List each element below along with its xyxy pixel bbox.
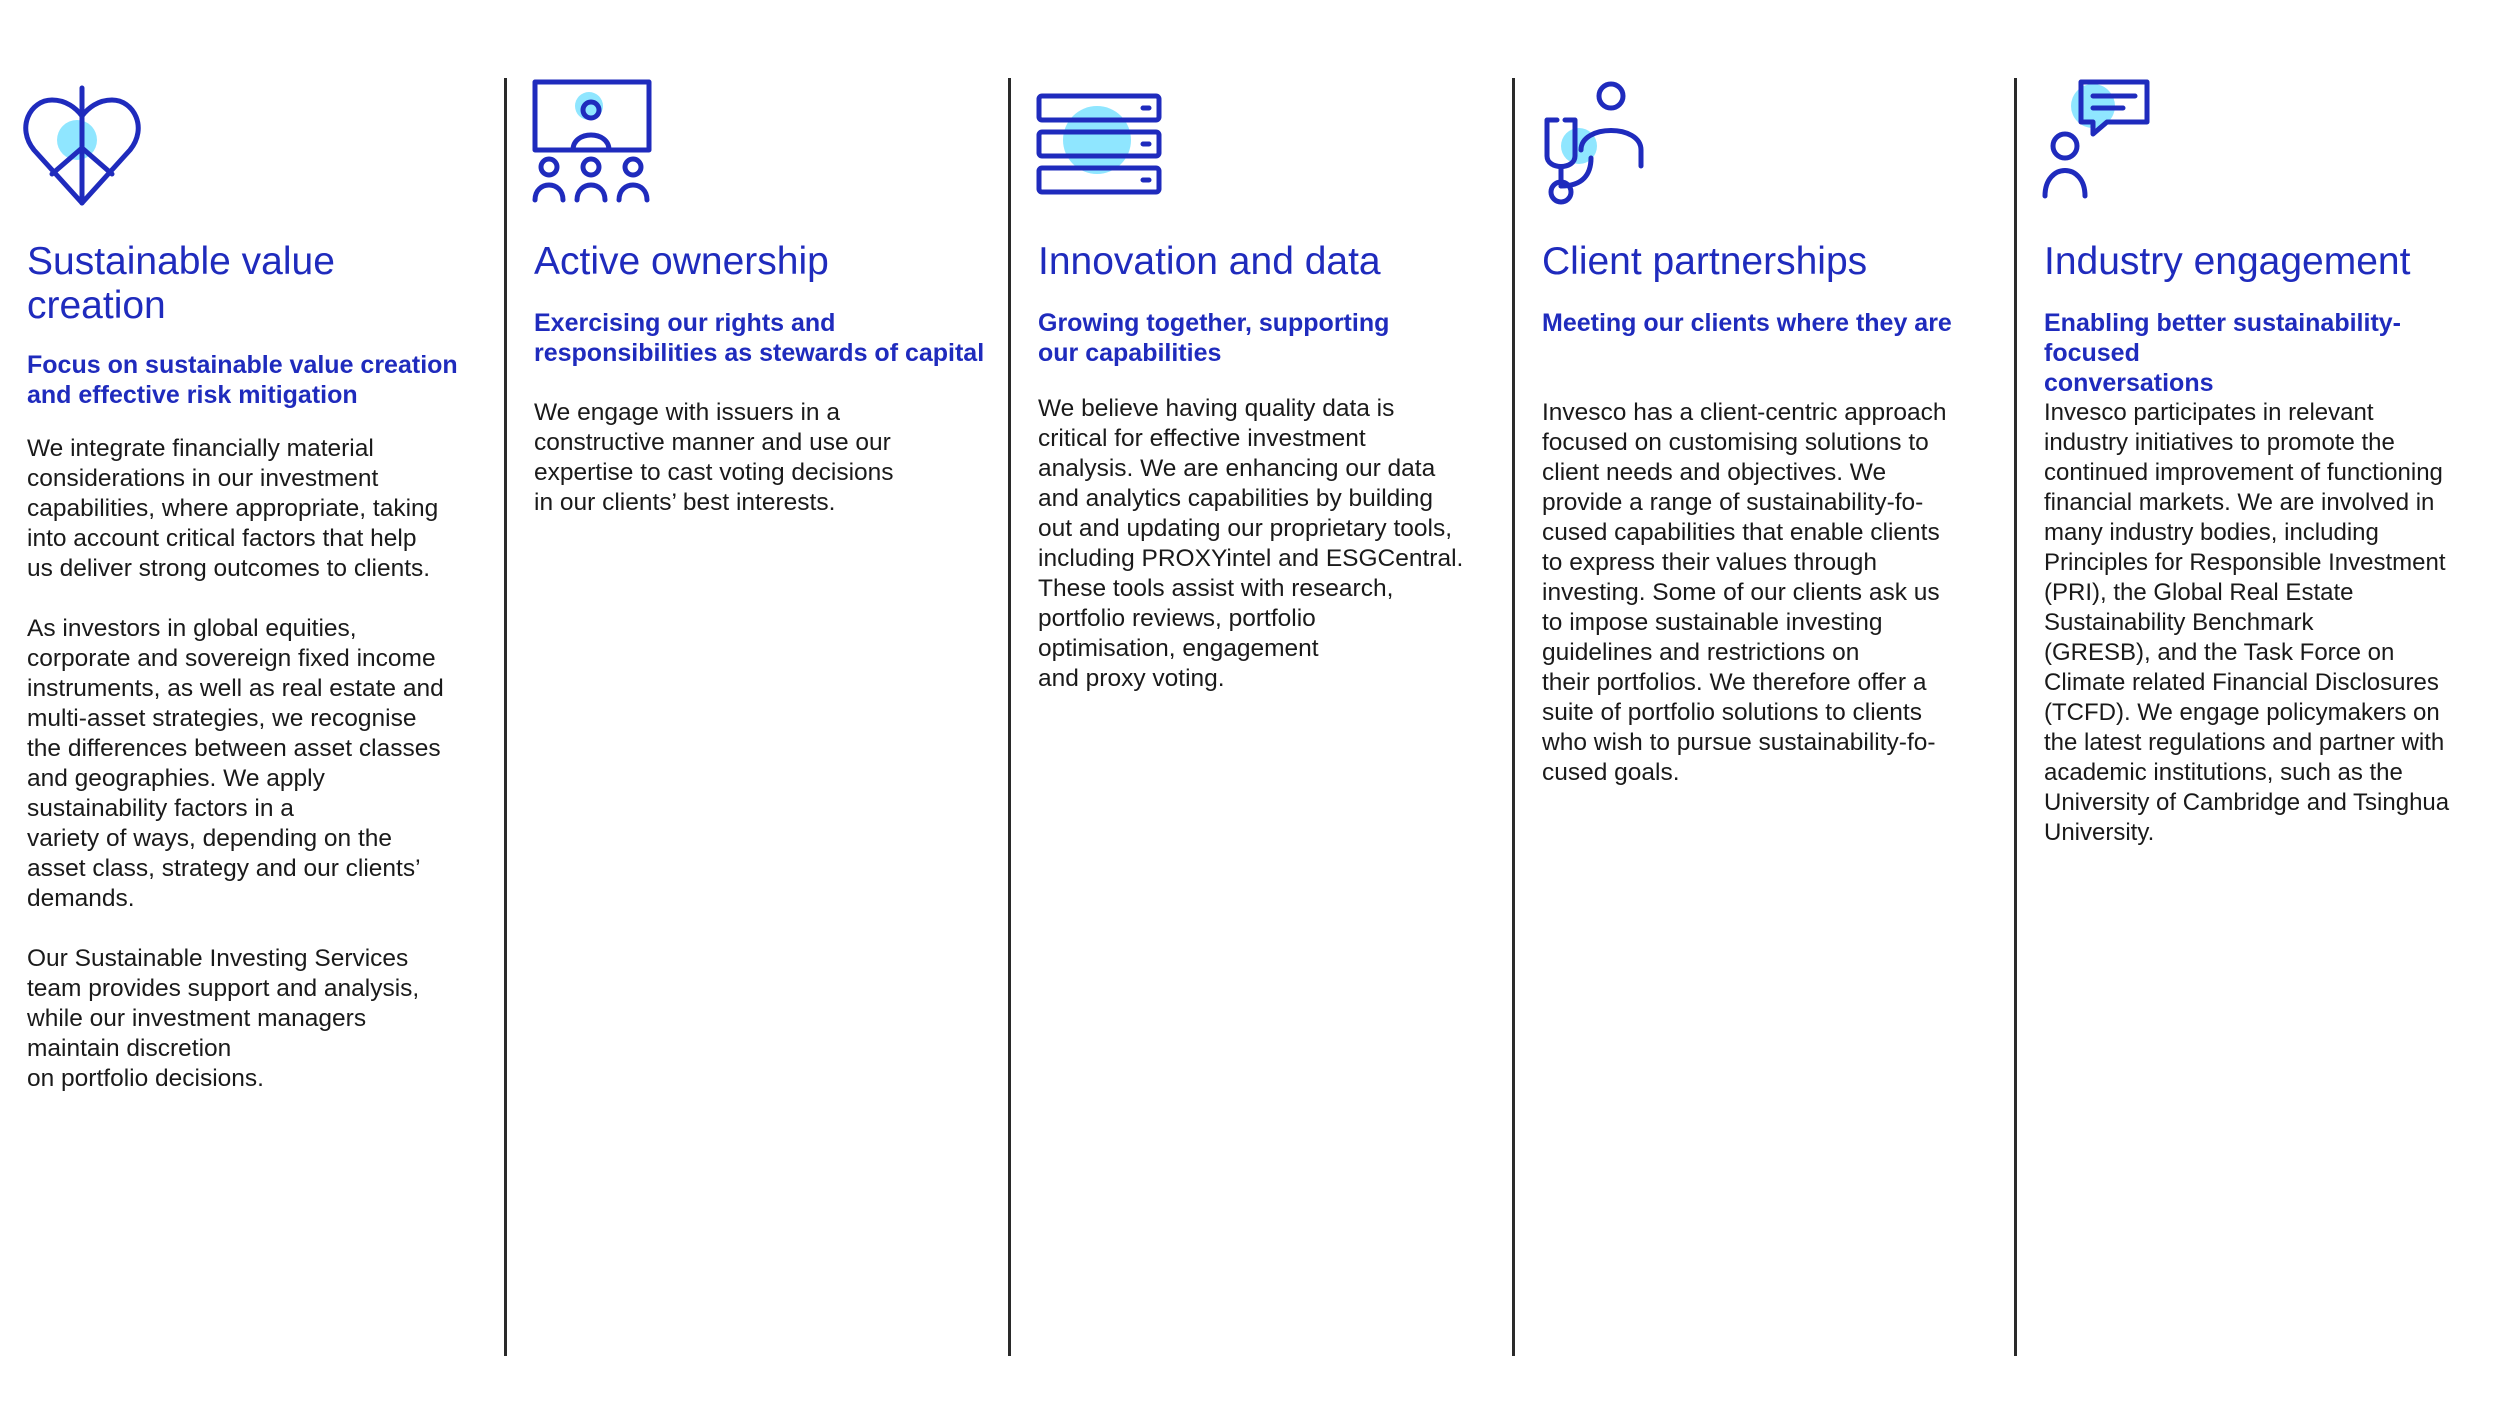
- subtitle-line: conversations: [2044, 369, 2214, 397]
- person-stethoscope-icon: [1539, 78, 1669, 208]
- subtitle-line: Growing together, supporting: [1038, 309, 1390, 337]
- subtitle-line: Focus on sustainable value creation: [27, 351, 458, 379]
- column-title: [1038, 240, 1506, 284]
- column-body: Invesco has a client-centric approach focused on customising solutions to client needs and objectives. We provide a range of sustainability-fo- cused capabilities that enable clients to express their values through investing. Some of our clients ask us to impose sustainable investing guidelines and restrictions on their portfolios. We therefore offer a suite of portfolio solutions to clients who wish to pursue sustainability-fo- cused goals.: [1542, 399, 1947, 786]
- column-subtitle: [1038, 308, 1506, 368]
- column-subtitle: [2044, 308, 2496, 398]
- column-title: [2044, 240, 2490, 284]
- column-title: [1542, 240, 2008, 284]
- column-body: Invesco participates in relevant industry initiatives to promote the continued improvement of functioning financial markets. We are involved in many industry bodies, including Principles for Responsible Investment (PRI), the Global Real Estate Sustainability Benchmark (GRESB), and the Task Force on Climate related Financial Disclosures (TCFD). We engage policymakers on the latest regulations and partner with academic institutions, such as the University of Cambridge and Tsinghua University.: [2044, 399, 2450, 846]
- column-title: [534, 240, 1002, 284]
- title-line: creation: [27, 284, 166, 327]
- column-body: We believe having quality data is critical for effective investment analysis. We are enhancing our data and analytics capabilities by building out and updating our proprietary tools, including PROXYintel and ESGCentral. These tools assist with research, portfolio reviews, portfolio optimisation, engagement and proxy voting.: [1038, 395, 1464, 692]
- subtitle-line: Exercising our rights and: [534, 309, 836, 337]
- title-line: Client partnerships: [1542, 240, 1868, 283]
- subtitle-line: responsibilities as stewards of capital: [534, 339, 985, 367]
- column-subtitle: [1542, 308, 2008, 338]
- column-body: We engage with issuers in a constructive manner and use our expertise to cast voting decisions in our clients’ best interests.: [534, 399, 894, 516]
- subtitle-line: and effective risk mitigation: [27, 381, 358, 409]
- title-line: Sustainable value: [27, 240, 335, 283]
- server-stack-icon: [1035, 78, 1165, 208]
- title-line: Industry engagement: [2044, 240, 2411, 283]
- presenter-audience-icon: [531, 78, 661, 208]
- subtitle-line: our capabilities: [1038, 339, 1222, 367]
- column-client-partnerships: [1512, 78, 2014, 1356]
- title-line: Active ownership: [534, 240, 829, 283]
- column-subtitle: [27, 350, 499, 410]
- column-sustainable-value-creation: [0, 78, 505, 1356]
- column-industry-engagement: [2014, 78, 2496, 1356]
- person-speech-bubble-icon: [2041, 78, 2171, 208]
- title-line: Innovation and data: [1038, 240, 1381, 283]
- subtitle-line: Meeting our clients where they are: [1542, 309, 1952, 337]
- column-title: [27, 240, 499, 328]
- column-innovation-and-data: [1008, 78, 1512, 1356]
- subtitle-line: Enabling better sustainability-focused: [2044, 309, 2401, 367]
- column-body: We integrate financially material considerations in our investment capabilities, where appropriate, taking into account critical factors that help us deliver strong outcomes to clients. As investors in global equities, corporate and sovereign fixed income instruments, as well as real estate and multi-asset strategies, we recognise the differences between asset classes and geographies. We apply sustainability factors in a variety of ways, depending on the asset class, strategy and our clients’ demands. Our Sustainable Investing Services team provides support and analysis, while our investment managers maintain discretion on portfolio decisions.: [27, 435, 444, 1092]
- leaf-heart-icon: [22, 78, 152, 208]
- column-subtitle: [534, 308, 1002, 368]
- column-active-ownership: [504, 78, 1008, 1356]
